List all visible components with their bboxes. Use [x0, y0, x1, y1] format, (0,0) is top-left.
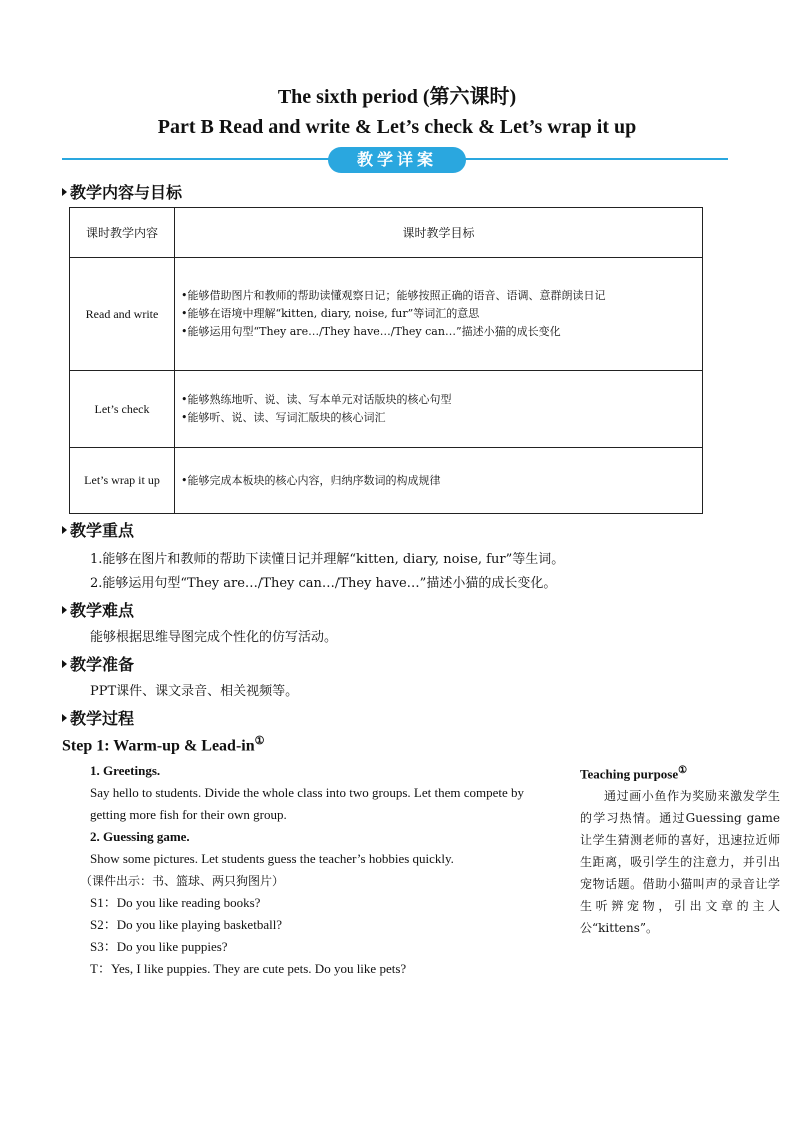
triangle-bullet-icon — [62, 526, 67, 534]
section-heading-preparation: 教学准备 — [62, 652, 134, 675]
goal-item: •能够听、说、读、写词汇版块的核心词汇 — [181, 411, 386, 424]
table-header-goals: 课时教学目标 — [175, 208, 703, 258]
dialogue-line: S2：Do you like playing basketball? — [90, 917, 283, 932]
guessing-text: Show some pictures. Let students guess the teacher’s hobbies quickly. — [90, 851, 454, 866]
goal-item: •能够熟练地听、说、读、写本单元对话版块的核心句型 — [181, 393, 452, 406]
footnote-mark: ① — [678, 765, 688, 776]
table-cell-content: Read and write — [70, 258, 175, 371]
table-cell-goals — [175, 258, 703, 371]
preparation-text: PPT课件、课文录音、相关视频等。 — [90, 684, 299, 699]
goal-item: •能够运用句型“They are…/They have…/They can…”描述小猫的成长变化 — [181, 325, 561, 338]
triangle-bullet-icon — [62, 606, 67, 614]
triangle-bullet-icon — [62, 188, 67, 196]
teaching-purpose-text: 通过画小鱼作为奖励来激发学生的学习热情。通过Guessing game让学生猜测老师的喜好，迅速拉近师生距离，吸引学生的注意力，并引出宠物话题。借助小猫叫声的录音让学生听辨宠物，引出文章的主人公“kittens”。 — [580, 789, 780, 936]
goal-item: •能够借助图片和教师的帮助读懂观察日记；能够按照正确的语音、语调、意群朗读日记 — [181, 289, 606, 302]
table-row — [70, 448, 703, 514]
step1-body — [62, 760, 528, 980]
dialogue-line: S1：Do you like reading books? — [90, 895, 261, 910]
footnote-mark: ① — [254, 735, 265, 747]
triangle-bullet-icon — [62, 660, 67, 668]
table-cell-content: Let’s check — [70, 371, 175, 448]
courseware-note: （课件出示：书、篮球、两只狗图片） — [80, 874, 285, 888]
goal-item: •能够在语境中理解“kitten, diary, noise, fur”等词汇的意思 — [181, 307, 480, 320]
table-header-row — [70, 208, 703, 258]
section-banner: 教学详案 — [328, 147, 466, 173]
table-header-content: 课时教学内容 — [70, 208, 175, 258]
table-cell-content: Let’s wrap it up — [70, 448, 175, 514]
page-subtitle: Part B Read and write & Let’s check & Let’s wrap it up — [157, 116, 637, 138]
difficulty-text: 能够根据思维导图完成个性化的仿写活动。 — [90, 630, 338, 645]
step-title: Step 1: Warm-up & Lead-in① — [62, 735, 265, 755]
triangle-bullet-icon — [62, 714, 67, 722]
section-heading-content: 教学内容与目标 — [62, 180, 182, 203]
page-title: The sixth period (第六课时) — [277, 86, 517, 108]
table-row — [70, 258, 703, 371]
section-heading-process: 教学过程 — [62, 706, 134, 729]
dialogue-line: S3：Do you like puppies? — [90, 939, 228, 954]
teaching-purpose-note — [580, 760, 780, 939]
guessing-title: 2. Guessing game. — [90, 829, 190, 844]
greetings-title: 1. Greetings. — [90, 763, 161, 778]
key-point-item: 2.能够运用句型“They are…/They can…/They have…”描述小猫的成长变化。 — [90, 576, 557, 591]
section-heading-difficulties: 教学难点 — [62, 598, 134, 621]
table-cell-goals — [175, 448, 703, 514]
teaching-purpose-title: Teaching purpose① — [580, 765, 688, 782]
objectives-table — [69, 207, 703, 514]
goal-item: •能够完成本板块的核心内容，归纳序数词的构成规律 — [181, 473, 441, 487]
dialogue-line: T：Yes, I like puppies. They are cute pets. Do you like pets? — [90, 961, 407, 976]
section-heading-key-points: 教学重点 — [62, 518, 134, 541]
key-point-item: 1.能够在图片和教师的帮助下读懂日记并理解“kitten, diary, noise, fur”等生词。 — [90, 552, 565, 567]
greetings-text: Say hello to students. Divide the whole class into two groups. Let them compete by getting more fish for their own group. — [90, 785, 524, 822]
table-row — [70, 371, 703, 448]
table-cell-goals — [175, 371, 703, 448]
